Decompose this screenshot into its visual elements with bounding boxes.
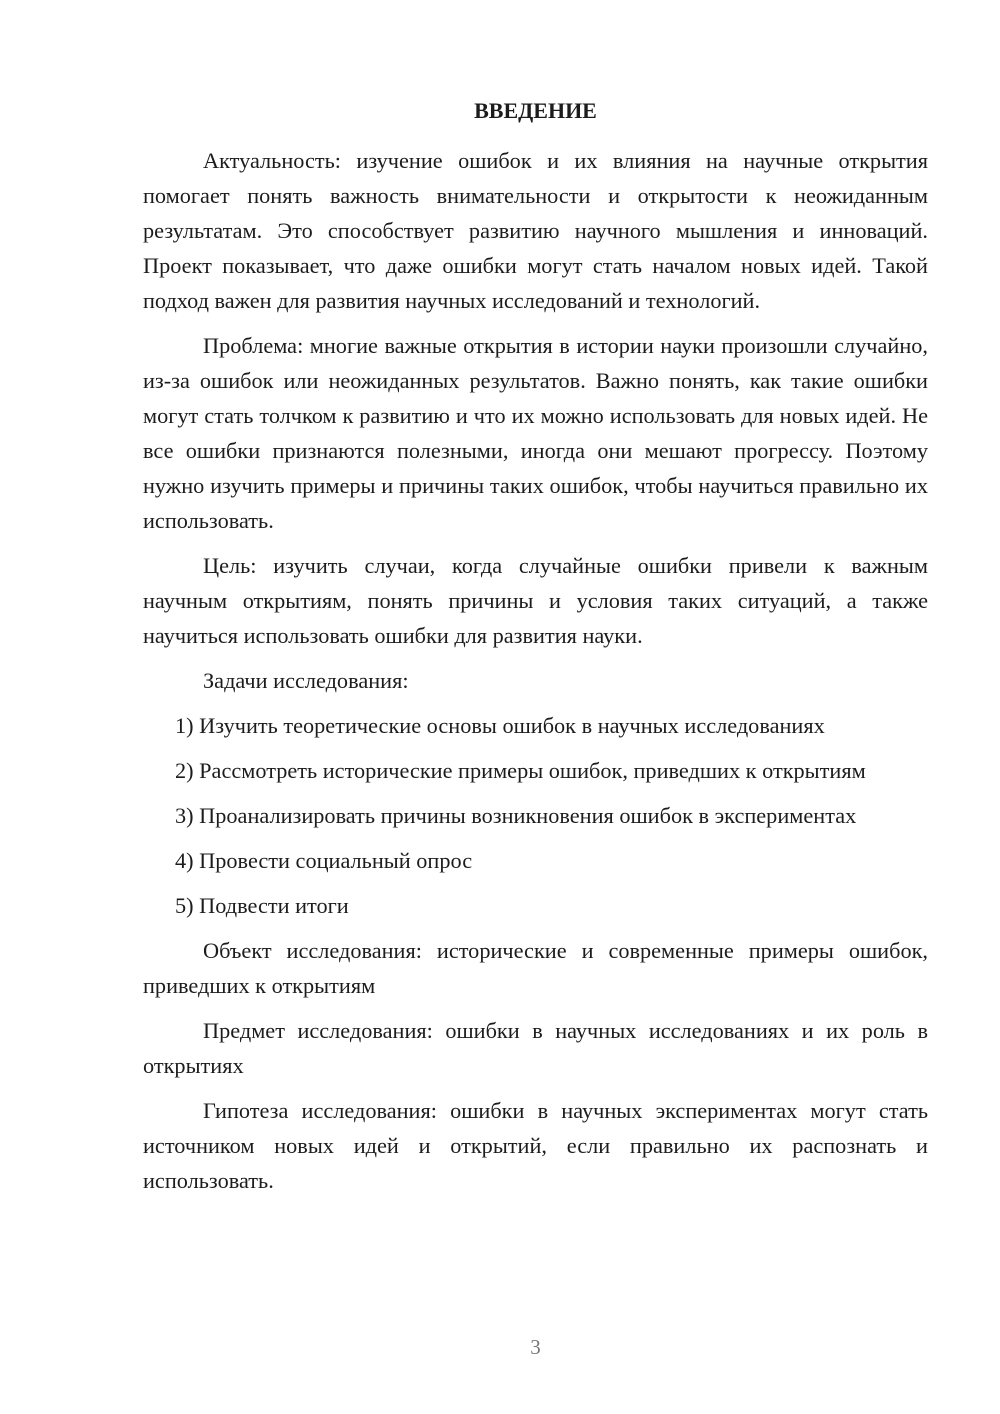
document-body (143, 143, 928, 1208)
paragraph-subject: Предмет исследования: ошибки в научных исследованиях и их роль в открытиях (143, 1018, 928, 1078)
paragraph-relevance: Актуальность: изучение ошибок и их влияния на научные открытия помогает понять важность внимательности и открытости к неожиданным результатам. Это способствует развитию научного мышления и инноваций. Проект показывает, что даже ошибки могут стать началом новых идей. Такой подход важен для развития научных исследований и технологий. (143, 148, 928, 313)
paragraph-hypothesis: Гипотеза исследования: ошибки в научных экспериментах могут стать источником новых идей и открытий, если правильно их распознать и использовать. (143, 1098, 928, 1193)
task-item: 2) Рассмотреть исторические примеры ошибок, приведших к открытиям (175, 758, 866, 783)
task-item: 5) Подвести итоги (175, 893, 349, 918)
tasks-heading: Задачи исследования: (203, 668, 409, 693)
task-item: 1) Изучить теоретические основы ошибок в научных исследованиях (175, 713, 825, 738)
document-page (143, 0, 928, 1414)
paragraph-problem: Проблема: многие важные открытия в истории науки произошли случайно, из-за ошибок или неожиданных результатов. Важно понять, как такие ошибки могут стать толчком к развитию и что их можно использовать для новых идей. Не все ошибки признаются полезными, иногда они мешают прогрессу. Поэтому нужно изучить примеры и причины таких ошибок, чтобы научиться правильно их использовать. (143, 333, 928, 533)
paragraph-goal: Цель: изучить случаи, когда случайные ошибки привели к важным научным открытиям, понять причины и условия таких ситуаций, а также научиться использовать ошибки для развития науки. (143, 553, 928, 648)
paragraph-object: Объект исследования: исторические и современные примеры ошибок, приведших к открытиям (143, 938, 928, 998)
page-number: 3 (530, 1335, 541, 1359)
document-title: ВВЕДЕНИЕ (474, 98, 597, 123)
task-item: 3) Проанализировать причины возникновения ошибок в экспериментах (175, 803, 857, 828)
task-item: 4) Провести социальный опрос (175, 848, 473, 873)
